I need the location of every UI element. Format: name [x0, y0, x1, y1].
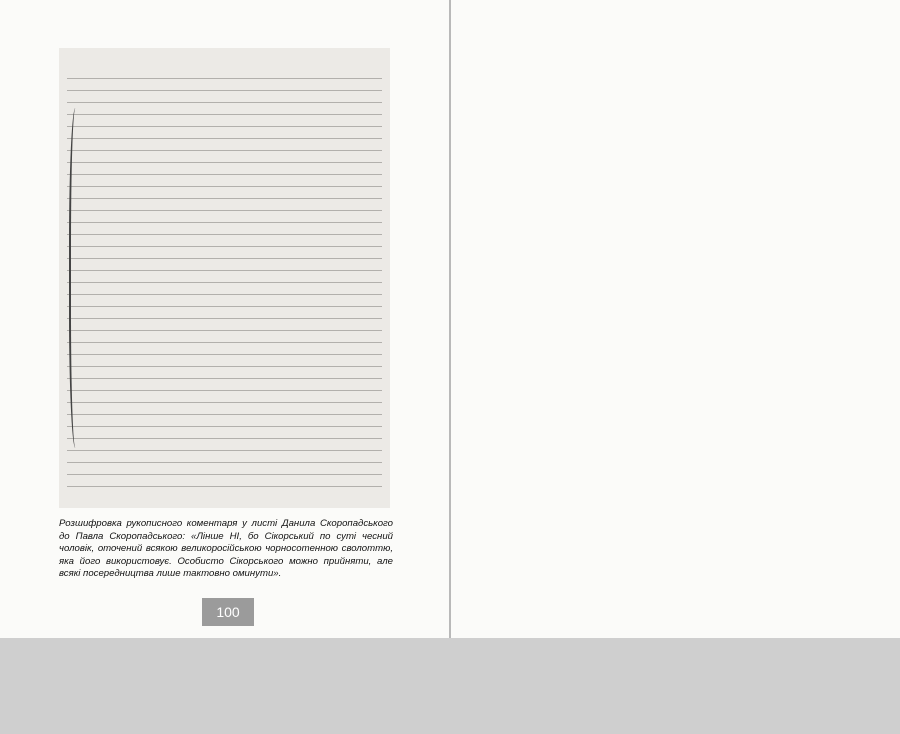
figure-caption	[59, 518, 393, 581]
page-number-left: 100	[202, 598, 254, 626]
right-page	[451, 0, 900, 638]
typewritten-letter-scan	[59, 48, 390, 508]
left-page	[0, 0, 449, 638]
handwritten-margin-note	[69, 108, 85, 448]
caption-text: Розшифровка рукописного коментаря у листі Данила Скоропадського до Павла Скоропадського: «Лінше НІ, бо Сікорський по суті чесний чоловік, оточений всякою великоросійською чорносотенною сволоттю, яка його використовує. Особисто Сікорського можно прийняти, але всякі посередництва лише тактовно оминути».	[59, 518, 393, 580]
